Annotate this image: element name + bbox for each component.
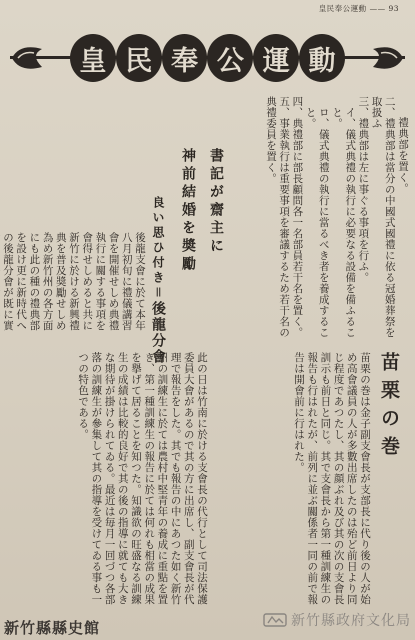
article-footline-text: 良い思ひ付き＝ [151, 196, 165, 302]
regulation-item: イ、儀式典禮の執行に必要なる設備を備ふること。 [330, 106, 357, 338]
banner-characters [70, 34, 345, 82]
article-body: 後龍支會に於て本年八月初旬に禮儀講習會を開催せしめ典禮執行に關する事項を會得せしめると共に新竹に於ける新興禮典を普及奬勵せしめ為め新竹州の各方面にも此の種の禮典部を設け更に新時代への後龍分會が既に實 [1, 232, 146, 331]
regulation-item: 四、典禮部に部長顧問各一名部員若干名を置く。 [291, 96, 304, 338]
lead-regulations [259, 96, 409, 347]
regulation-item: 五、事業執行は重要事項を審議するため若干名の典禮委員を置く。 [264, 96, 291, 338]
banner-char: 動 [299, 34, 345, 82]
section-body-right: 苗栗の巻は金子副支會長が支部長に代り後の人が始め高會議員の人が多數出席したのは殆ど前日より同じ程度であつたし、其の顔ぶれ及び其の次の支會長訓示も前日と同じ。其で支會長から第一種訓練生の報告も行はれたが、前列に並ぶ關係者一同の前で報告は開會前に行はれた。 [292, 352, 371, 605]
regulation-item: 二、禮典部は當分の中國式國禮に依る冠婚葬祭を取扱ふ [370, 96, 396, 338]
section-heading: 苗栗の巻 [378, 352, 400, 464]
regulation-item: ロ、儀式典禮の執行に當るべき者を養成すること。 [304, 106, 330, 338]
archive-stamp-left: 新竹縣縣史館 [4, 619, 101, 637]
regulation-item: 三、禮典部は左に事ぐる事項を行ふ。 [357, 96, 370, 283]
banner-char: 公 [207, 34, 253, 82]
archive-logo-icon [263, 611, 287, 629]
banner-char: 皇 [70, 34, 116, 82]
archive-stamp-right-text: 新竹縣政府文化局 [291, 613, 411, 629]
title-banner [10, 34, 405, 82]
article-org: 後龍分會 [150, 301, 166, 366]
banner-char: 民 [116, 34, 162, 82]
regulation-item: 禮典部を置く。 [397, 117, 409, 194]
banner-char: 運 [253, 34, 299, 82]
banner-char: 奉 [162, 34, 208, 82]
banner-ornament-right-icon [371, 41, 405, 75]
section-body-left: 此の日は竹南に於ける支會長の代行として司法保護委員大會があるので其の方に出席し、副支會長が代理で報告をした。其でも報告の中にあつた如く新竹州の訓練生に於ては農村中堅青年の養成に重點を置き、第一種訓練生の報告に於ては何れも相當の成果を擧げて居ることを知つた。知識欲の旺盛なる訓練生の成績は比較的良好で其の後の指導に就ても大きな期待が掛けられてゐる。最近は毎月一回づつ各部落の訓練生が參集して其の指導を受けてゐる事も一つの特色である。 [77, 352, 208, 605]
banner-ornament-left-icon [10, 41, 44, 75]
archive-stamp-right [263, 610, 411, 630]
article-heading: 書記が齋主に [208, 148, 224, 256]
article-subheading: 神前結婚を奬勵 [180, 148, 196, 274]
article-footline [150, 196, 166, 365]
running-head: 皇民奉公運動 —— 93 [318, 4, 399, 13]
